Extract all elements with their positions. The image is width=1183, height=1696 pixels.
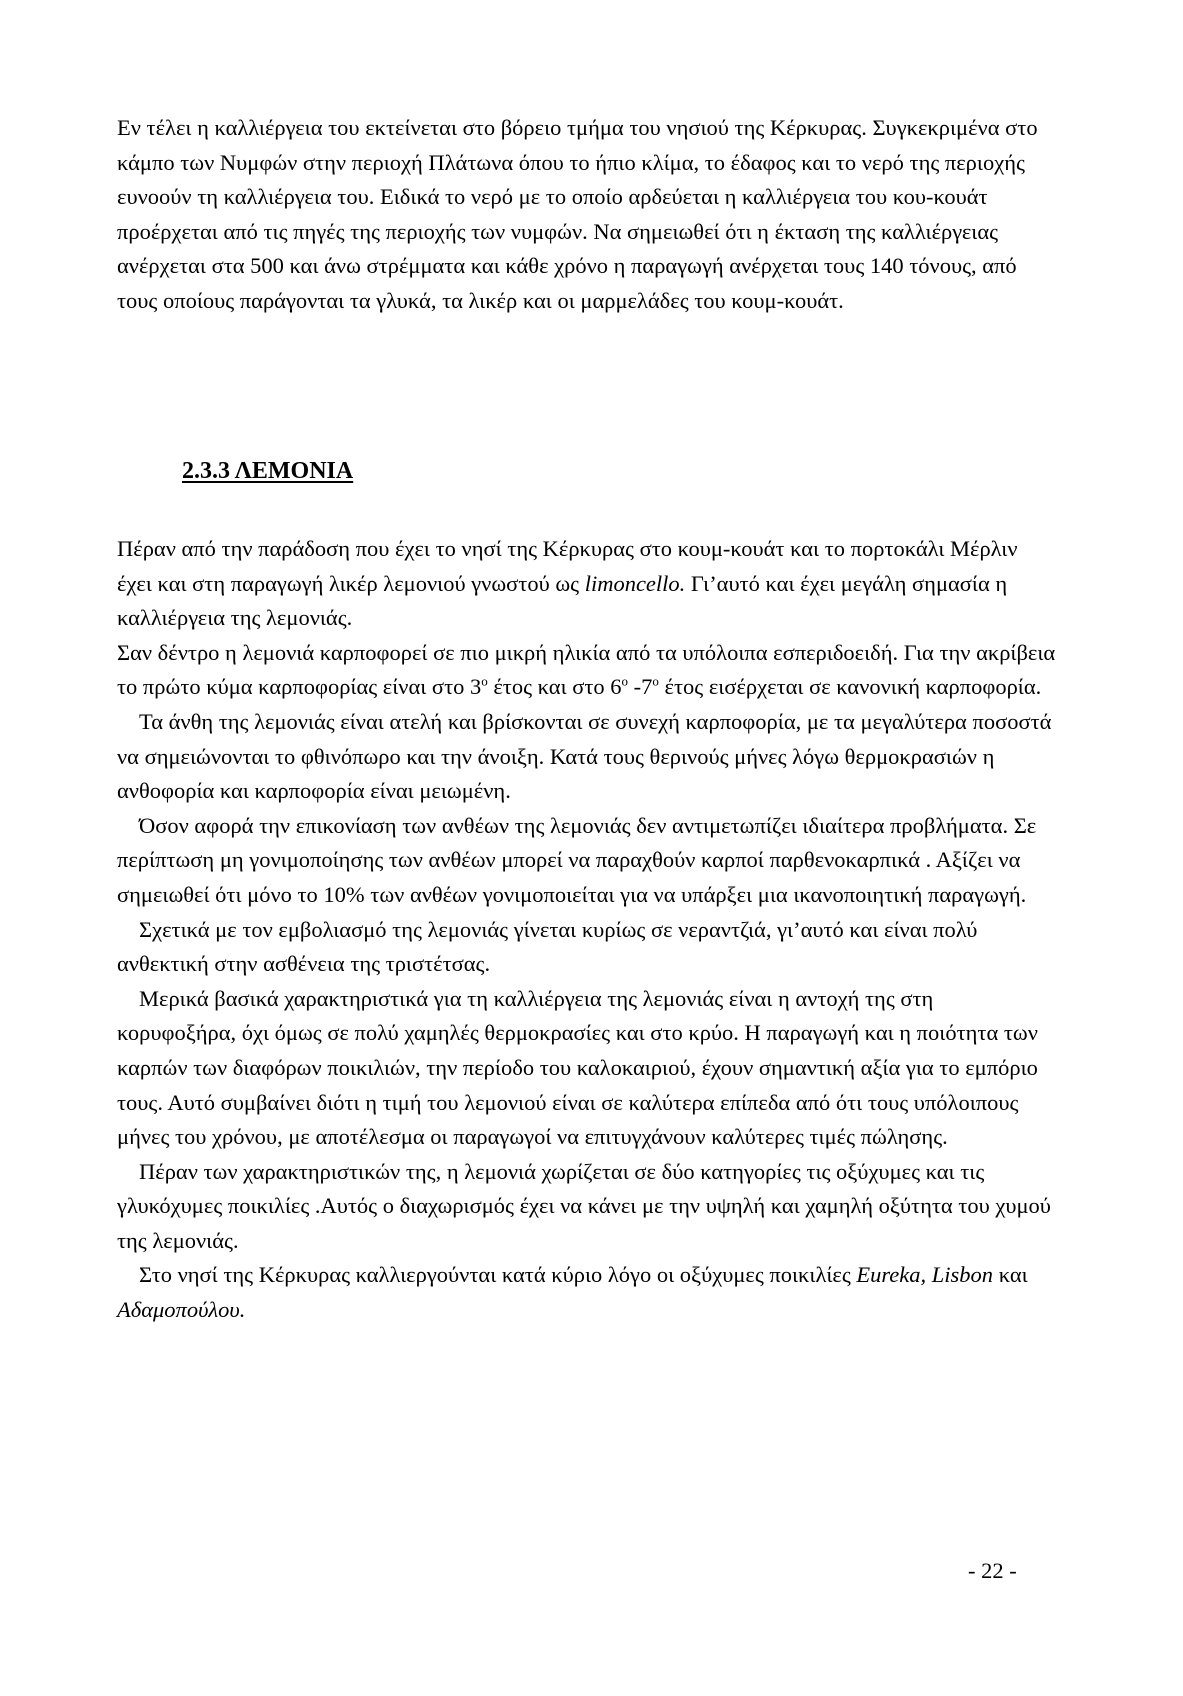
p1-text-b: Γι’αυτό και έχει μεγάλη σημασία η καλλιέργεια της λεμονιάς. [117, 570, 1008, 631]
paragraph-limoncello [117, 532, 1057, 636]
p2-text-a: Σαν δέντρο η λεμονιά καρποφορεί σε πιο μικρή ηλικία από τα υπόλοιπα εσπεριδοειδή. Για την ακρίβεια το πρώτο κύμα καρποφορίας είναι στο 3 [117, 639, 1056, 700]
section-body [117, 532, 1057, 1328]
p2-text-d: έτος εισέρχεται σε κανονική καρποφορία. [658, 674, 1042, 700]
paragraph-flowers: Τα άνθη της λεμονιάς είναι ατελή και βρίσκονται σε συνεχή καρποφορία, με τα μεγαλύτερα ποσοστά να σημειώνονται το φθινόπωρο και την άνοιξη. Κατά τους θερινούς μήνες λόγω θερμοκρασιών η ανθοφορία και καρποφορία είναι μειωμένη. [117, 708, 1052, 804]
intro-paragraph: Εν τέλει η καλλιέργεια του εκτείνεται στο βόρειο τμήμα του νησιού της Κέρκυρας. Συγκεκριμένα στο κάμπο των Νυμφών στην περιοχή Πλάτωνα όπου το ήπιο κλίμα, το έδαφος και το νερό της περιοχής ευνοούν τη καλλιέργεια του. Ειδικά το νερό με το οποίο αρδεύεται η καλλιέργεια του κου-κουάτ προέρχεται από τις πηγές της περιοχής των νυμφών. Να σημειωθεί ότι η έκταση της καλλιέργειας ανέρχεται στα 500 και άνω στρέμματα και κάθε χρόνο η παραγωγή ανέρχεται τους 140 τόνους, από τους οποίους παράγονται τα γλυκά, τα λικέρ και οι μαρμελάδες του κουμ-κουάτ. [117, 115, 1038, 313]
variety-adamopoulou: Αδαμοπούλου. [117, 1297, 246, 1323]
p2-sup-1: ο [481, 673, 488, 689]
p1-italic-term: limoncello. [584, 570, 686, 596]
p2-text-b: έτος και στο 6 [487, 674, 622, 700]
paragraph-fruiting-age [117, 636, 1057, 705]
variety-eureka: Eureka, [856, 1262, 927, 1288]
p2-sup-2: ο [621, 673, 629, 689]
variety-lisbon: Lisbon [931, 1262, 994, 1288]
section-title: 2.3.3 ΛΕΜΟΝΙΑ [182, 458, 354, 484]
p2-sup-3: ο [652, 673, 659, 689]
p1-text-a: Πέραν από την παράδοση που έχει το νησί της Κέρκυρας στο κουμ-κουάτ και το πορτοκάλι Μέρλιν έχει και στη παραγωγή λικέρ λεμονιού γνωστού ως [117, 536, 1018, 596]
p8-text-b: και [993, 1262, 1028, 1288]
p2-text-c: -7 [628, 674, 653, 700]
paragraph-characteristics: Μερικά βασικά χαρακτηριστικά για τη καλλιέργεια της λεμονιάς είναι η αντοχή της στη κορυφοξήρα, όχι όμως σε πολύ χαμηλές θερμοκρασίες και στο κρύο. Η παραγωγή και η ποιότητα των καρπών των διαφόρων ποικιλιών, την περίοδο του καλοκαιριού, έχουν σημαντική αξία για το εμπόριο τους. Αυτό συμβαίνει διότι η τιμή του λεμονιού είναι σε καλύτερα επίπεδα από ότι τους υπόλοιπους μήνες του χρόνου, με αποτέλεσμα οι παραγωγοί να επιτυγχάνουν καλύτερες τιμές πώλησης. [117, 985, 1038, 1150]
page-number: - 22 - [968, 1558, 1017, 1583]
paragraph-pollination: Όσον αφορά την επικονίαση των ανθέων της λεμονιάς δεν αντιμετωπίζει ιδιαίτερα προβλήματα. Σε περίπτωση μη γονιμοποίησης των ανθέων μπορεί να παραχθούν καρποί παρθενοκαρπικά . Αξίζει να σημειωθεί ότι μόνο το 10% των ανθέων γονιμοποιείται για να υπάρξει μια ικανοποιητική παραγωγή. [117, 812, 1037, 907]
p8-text-a: Στο νησί της Κέρκυρας καλλιεργούνται κατά κύριο λόγο οι οξύχυμες ποικιλίες [139, 1262, 857, 1288]
paragraph-categories: Πέραν των χαρακτηριστικών της, η λεμονιά χωρίζεται σε δύο κατηγορίες τις οξύχυμες και τις γλυκόχυμες ποικιλίες .Αυτός ο διαχωρισμός έχει να κάνει με την υψηλή και χαμηλή οξύτητα του χυμού της λεμονιάς. [117, 1158, 1051, 1253]
paragraph-grafting: Σχετικά με τον εμβολιασμό της λεμονιάς γίνεται κυρίως σε νεραντζιά, γι’αυτό και είναι πολύ ανθεκτική στην ασθένεια της τριστέτσας. [117, 916, 978, 977]
paragraph-varieties [117, 1258, 1057, 1327]
